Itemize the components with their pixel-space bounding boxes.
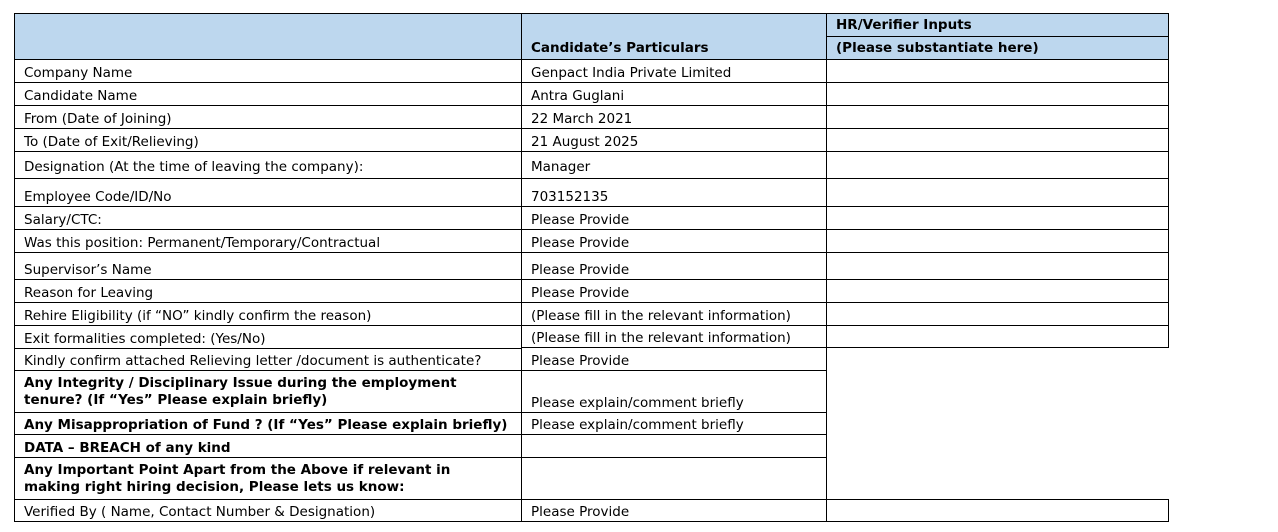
row-integrity-issue: [14, 370, 1169, 412]
label-rehire-eligibility: Rehire Eligibility (if “NO” kindly confirm the reason): [14, 302, 521, 325]
value-designation: Manager: [521, 151, 826, 178]
verifier-candidate-name[interactable]: [826, 82, 1169, 105]
verifier-verified-by[interactable]: [826, 499, 1169, 522]
verifier-salary[interactable]: [826, 206, 1169, 229]
verifier-company-name[interactable]: [826, 59, 1169, 82]
value-integrity-issue: Please explain/comment briefly: [521, 370, 826, 412]
row-reason-for-leaving: [14, 279, 1169, 302]
label-exit-formalities: Exit formalities completed: (Yes/No): [14, 325, 521, 348]
row-relieving-letter: [14, 348, 1169, 370]
label-important-point: Any Important Point Apart from the Above if relevant in making right hiring decision, Please lets us know:: [14, 457, 521, 499]
row-salary: [14, 206, 1169, 229]
header-hr-verifier-title: HR/Verifier Inputs: [836, 16, 972, 33]
value-date-of-joining: 22 March 2021: [521, 105, 826, 128]
value-company-name: Genpact India Private Limited: [521, 59, 826, 82]
value-important-point: [521, 457, 826, 499]
label-date-of-joining: From (Date of Joining): [14, 105, 521, 128]
row-exit-formalities: [14, 325, 1169, 348]
verification-form-table: [14, 13, 1169, 522]
verifier-exit-formalities[interactable]: [826, 325, 1169, 348]
row-date-of-exit: [14, 128, 1169, 151]
value-position-type: Please Provide: [521, 229, 826, 252]
verifier-supervisor-name[interactable]: [826, 252, 1169, 279]
label-data-breach: DATA – BREACH of any kind: [14, 434, 521, 457]
header-hr-verifier-subtitle: (Please substantiate here): [827, 36, 1168, 59]
value-candidate-name: Antra Guglani: [521, 82, 826, 105]
label-employee-code: Employee Code/ID/No: [14, 178, 521, 206]
row-date-of-joining: [14, 105, 1169, 128]
row-supervisor-name: [14, 252, 1169, 279]
header-cell-blank: [14, 13, 521, 59]
row-company-name: [14, 59, 1169, 82]
row-rehire-eligibility: [14, 302, 1169, 325]
value-data-breach: [521, 434, 826, 457]
value-salary: Please Provide: [521, 206, 826, 229]
label-relieving-letter: Kindly confirm attached Relieving letter /document is authenticate?: [14, 348, 521, 370]
label-salary: Salary/CTC:: [14, 206, 521, 229]
value-employee-code: 703152135: [521, 178, 826, 206]
verifier-date-of-joining[interactable]: [826, 105, 1169, 128]
value-rehire-eligibility: (Please fill in the relevant information): [521, 302, 826, 325]
label-candidate-name: Candidate Name: [14, 82, 521, 105]
verifier-position-type[interactable]: [826, 229, 1169, 252]
empty-cell: [826, 434, 1169, 457]
row-employee-code: [14, 178, 1169, 206]
row-position-type: [14, 229, 1169, 252]
row-misappropriation: [14, 412, 1169, 434]
empty-cell: [826, 457, 1169, 499]
empty-cell: [826, 348, 1169, 370]
value-reason-for-leaving: Please Provide: [521, 279, 826, 302]
row-designation: [14, 151, 1169, 178]
label-date-of-exit: To (Date of Exit/Relieving): [14, 128, 521, 151]
verifier-employee-code[interactable]: [826, 178, 1169, 206]
label-position-type: Was this position: Permanent/Temporary/Contractual: [14, 229, 521, 252]
header-hr-verifier-inputs: [826, 13, 1169, 59]
label-verified-by: Verified By ( Name, Contact Number & Designation): [14, 499, 521, 522]
row-data-breach: [14, 434, 1169, 457]
value-supervisor-name: Please Provide: [521, 252, 826, 279]
label-designation: Designation (At the time of leaving the company):: [14, 151, 521, 178]
value-verified-by: Please Provide: [521, 499, 826, 522]
label-supervisor-name: Supervisor’s Name: [14, 252, 521, 279]
value-misappropriation: Please explain/comment briefly: [521, 412, 826, 434]
row-candidate-name: [14, 82, 1169, 105]
label-integrity-issue: Any Integrity / Disciplinary Issue during the employment tenure? (If “Yes” Please explain briefly): [14, 370, 521, 412]
value-relieving-letter: Please Provide: [521, 348, 826, 370]
verifier-rehire-eligibility[interactable]: [826, 302, 1169, 325]
value-date-of-exit: 21 August 2025: [521, 128, 826, 151]
verifier-date-of-exit[interactable]: [826, 128, 1169, 151]
value-exit-formalities: (Please fill in the relevant information): [521, 325, 826, 348]
label-misappropriation: Any Misappropriation of Fund ? (If “Yes” Please explain briefly): [14, 412, 521, 434]
verifier-designation[interactable]: [826, 151, 1169, 178]
header-row: [14, 13, 1169, 59]
verifier-reason-for-leaving[interactable]: [826, 279, 1169, 302]
row-important-point: [14, 457, 1169, 499]
empty-cell: [826, 370, 1169, 412]
label-company-name: Company Name: [14, 59, 521, 82]
label-reason-for-leaving: Reason for Leaving: [14, 279, 521, 302]
empty-cell: [826, 412, 1169, 434]
row-verified-by: [14, 499, 1169, 522]
header-candidate-particulars: Candidate’s Particulars: [521, 13, 826, 59]
